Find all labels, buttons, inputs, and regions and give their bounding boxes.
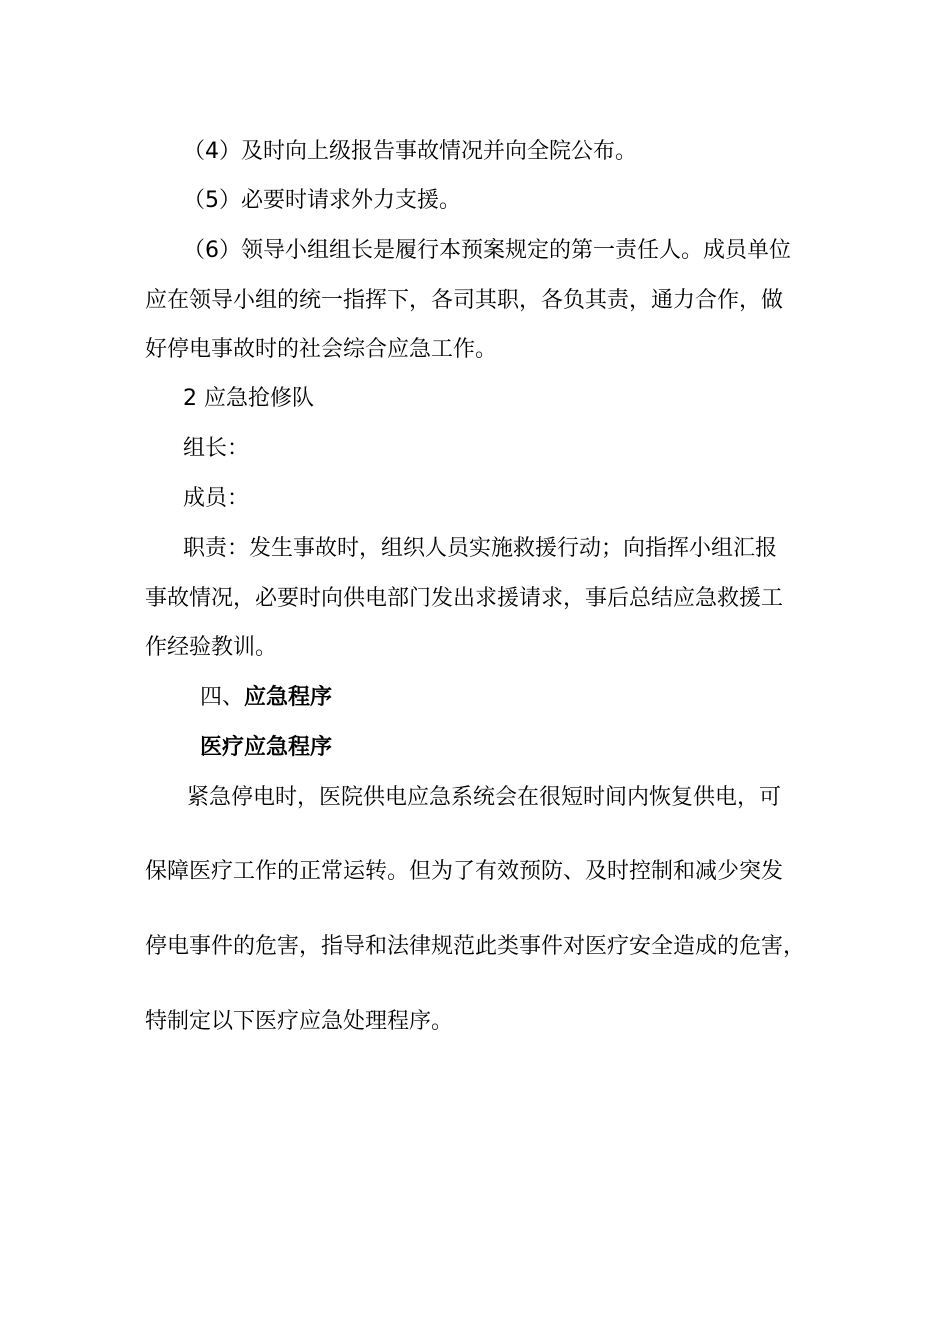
medical-heading: 医疗应急程序	[200, 735, 333, 760]
team-heading: 2 应急抢修队	[183, 386, 314, 411]
medical-line-4: 特制定以下医疗应急处理程序。	[145, 1009, 454, 1034]
item-5-text: （5）必要时请求外力支援。	[183, 188, 461, 213]
medical-line-3: 停电事件的危害，指导和法律规范此类事件对医疗安全造成的危害，	[145, 934, 806, 959]
section-4-prefix: 四、	[200, 685, 245, 710]
team-duty-line-2: 事故情况，必要时向供电部门发出求援请求，事后总结应急救援工	[145, 586, 784, 611]
item-6-line-3: 好停电事故时的社会综合应急工作。	[145, 337, 498, 362]
item-6-line-1: （6）领导小组组长是履行本预案规定的第一责任人。成员单位	[183, 238, 791, 263]
medical-line-1: 紧急停电时，医院供电应急系统会在很短时间内恢复供电，可	[187, 785, 782, 810]
item-6-line-2: 应在领导小组的统一指挥下，各司其职，各负其责，通力合作，做	[145, 288, 784, 313]
item-4-text: （4）及时向上级报告事故情况并向全院公布。	[183, 139, 637, 164]
team-members-label: 成员：	[183, 486, 250, 511]
team-duty-line-1: 职责：发生事故时，组织人员实施救援行动；向指挥小组汇报	[183, 536, 778, 561]
team-leader-label: 组长：	[183, 436, 250, 461]
section-4-heading	[200, 683, 332, 713]
medical-line-2: 保障医疗工作的正常运转。但为了有效预防、及时控制和减少突发	[145, 859, 784, 884]
section-4-title: 应急程序	[244, 685, 333, 710]
team-duty-line-3: 作经验教训。	[145, 635, 278, 660]
